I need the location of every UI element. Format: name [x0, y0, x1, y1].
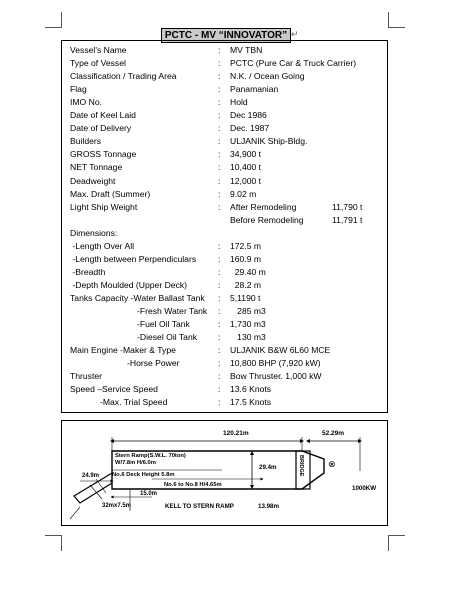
bridge-label: BRIDGE [298, 455, 304, 477]
crop-mark-bl-h [45, 535, 61, 536]
spec-label: IMO No. [70, 97, 102, 108]
kell-value-label: 13.98m [258, 503, 279, 510]
thruster-icon: ⊗ [328, 459, 336, 469]
spec-label: Light Ship Weight [70, 201, 138, 212]
spec-colon: : [218, 319, 221, 330]
crop-mark-br-v [388, 535, 389, 551]
spec-colon: : [218, 162, 221, 173]
spec-label: -Length between Perpendiculars [70, 253, 197, 264]
spec-value: 29.40 m [230, 266, 266, 277]
spec-value: ULJANIK Ship-Bldg. [230, 136, 308, 147]
spec-label: -Fresh Water Tank [137, 306, 208, 316]
specification-table [61, 40, 388, 413]
spec-colon: : [218, 253, 221, 264]
dim-bow-label: 52.29m [322, 430, 345, 437]
spec-label: -Diesel Oil Tank [137, 332, 198, 343]
ramp-offset-label: 24.9m [82, 473, 100, 479]
spec-colon: : [218, 84, 221, 95]
crop-mark-tl-v [61, 12, 62, 28]
spec-label: Type of Vessel [70, 58, 126, 69]
spec-label: Thruster [70, 371, 102, 382]
ramp-spec-line-2: W/7.8m H/6.0m [115, 460, 156, 466]
spec-value: 172.5 m [230, 240, 262, 251]
spec-value: Hold [230, 97, 248, 108]
spec-value: 34,900 t [230, 149, 262, 160]
deck-range-label: No.6 to No.8 H/4.65m [164, 482, 222, 488]
spec-label: -Breadth [70, 266, 106, 277]
spec-value: Dec. 1987 [230, 123, 270, 134]
spec-colon: : [218, 306, 221, 316]
spec-colon: : [218, 371, 221, 382]
spec-colon: : [218, 345, 221, 356]
spec-label: GROSS Tonnage [70, 149, 137, 160]
spec-label: -Length Over All [70, 240, 135, 251]
spec-colon: : [218, 384, 221, 395]
spec-value: Bow Thruster. 1,000 kW [230, 371, 322, 382]
crop-mark-tr-h [389, 27, 405, 28]
dim-overall-label: 120.21m [223, 430, 249, 437]
spec-value: 28.2 m [230, 279, 262, 290]
spec-value: Panamanian [230, 84, 279, 95]
spec-colon: : [218, 136, 221, 147]
crop-mark-tl-h [45, 27, 61, 28]
spec-colon: : [218, 58, 221, 69]
spec-colon: : [218, 201, 221, 212]
ramp-spec-line-1: Stern Ramp(S.W.L. 70ton) [115, 453, 186, 459]
spec-value: 13.6 Knots [230, 384, 272, 395]
spec-colon: : [218, 332, 221, 343]
spec-colon: : [218, 149, 221, 160]
spec-colon: : [218, 397, 221, 408]
spec-value: 5,1190 t [230, 292, 261, 303]
spec-value: ULJANIK B&W 6L60 MCE [230, 345, 331, 356]
spec-label: Main Engine -Maker & Type [70, 345, 176, 356]
spec-value: 130 m3 [230, 332, 266, 343]
spec-value: PCTC (Pure Car & Truck Carrier) [230, 58, 357, 69]
spec-value: 12,000 t [230, 175, 262, 186]
crop-mark-br-h [389, 535, 405, 536]
spec-label: Builders [70, 136, 102, 147]
spec-value: 9.02 m [230, 188, 257, 199]
spec-label: -Horse Power [127, 358, 180, 369]
spec-label: Vessel's Name [70, 45, 127, 55]
spec-label: -Max. Trial Speed [100, 397, 168, 408]
spec-value: 17.5 Knots [230, 397, 272, 408]
crop-mark-bl-v [61, 535, 62, 551]
ramp-size-label: 32mx7.5m [102, 503, 132, 509]
spec-colon: : [218, 110, 221, 121]
spec-label: NET Tonnage [70, 162, 123, 173]
dim-15-label: 15.0m [140, 491, 158, 497]
spec-value: After Remodeling [230, 201, 297, 212]
thruster-power-label: 1000KW [352, 485, 377, 492]
spec-label: Flag [70, 84, 87, 95]
deck-height-label: No.6 Deck Height 5.8m [112, 472, 175, 478]
spec-value: 10,400 t [230, 162, 262, 173]
spec-label: Date of Delivery [70, 123, 132, 134]
spec-label: Speed –Service Speed [70, 384, 158, 395]
spec-label: -Fuel Oil Tank [137, 319, 190, 330]
spec-label: Tanks Capacity -Water Ballast Tank [70, 292, 205, 303]
spec-label: Deadweight [70, 175, 116, 186]
vessel-profile-diagram [61, 420, 388, 526]
spec-value: MV TBN [230, 45, 263, 55]
spec-value: 285 m3 [230, 306, 266, 316]
spec-colon: : [218, 240, 221, 251]
spec-value: 1,730 m3 [230, 319, 266, 330]
spec-value: 160.9 m [230, 253, 262, 264]
spec-value: 10,800 BHP (7,920 kW) [230, 358, 321, 369]
spec-label: Classification / Trading Area [70, 71, 177, 82]
spec-colon: : [218, 45, 221, 55]
spec-colon: : [218, 266, 221, 277]
page-title: PCTC - MV “INNOVATOR” [161, 28, 291, 43]
spec-colon: : [218, 97, 221, 108]
spec-label: Date of Keel Laid [70, 110, 136, 121]
spec-value: N.K. / Ocean Going [230, 71, 305, 82]
spec-colon: : [218, 71, 221, 82]
paragraph-mark: ↵ [291, 29, 299, 39]
spec-value: Dec 1986 [230, 110, 267, 121]
spec-colon: : [218, 188, 221, 199]
spec-label: -Depth Moulded (Upper Deck) [70, 279, 188, 290]
spec-label: Dimensions: [70, 227, 118, 238]
spec-colon: : [218, 292, 221, 303]
spec-colon: : [218, 279, 221, 290]
crop-mark-tr-v [388, 12, 389, 28]
spec-colon: : [218, 358, 221, 369]
spec-value: Before Remodeling [230, 214, 304, 225]
spec-colon: : [218, 123, 221, 134]
spec-value-secondary: 11,791 t [332, 214, 363, 225]
dim-height-label: 29.4m [259, 464, 277, 471]
spec-colon: : [218, 175, 221, 186]
spec-value-secondary: 11,790 t [332, 201, 363, 212]
kell-to-stern-label: KELL TO STERN RAMP [165, 503, 234, 510]
spec-label: Max. Draft (Summer) [70, 188, 151, 199]
